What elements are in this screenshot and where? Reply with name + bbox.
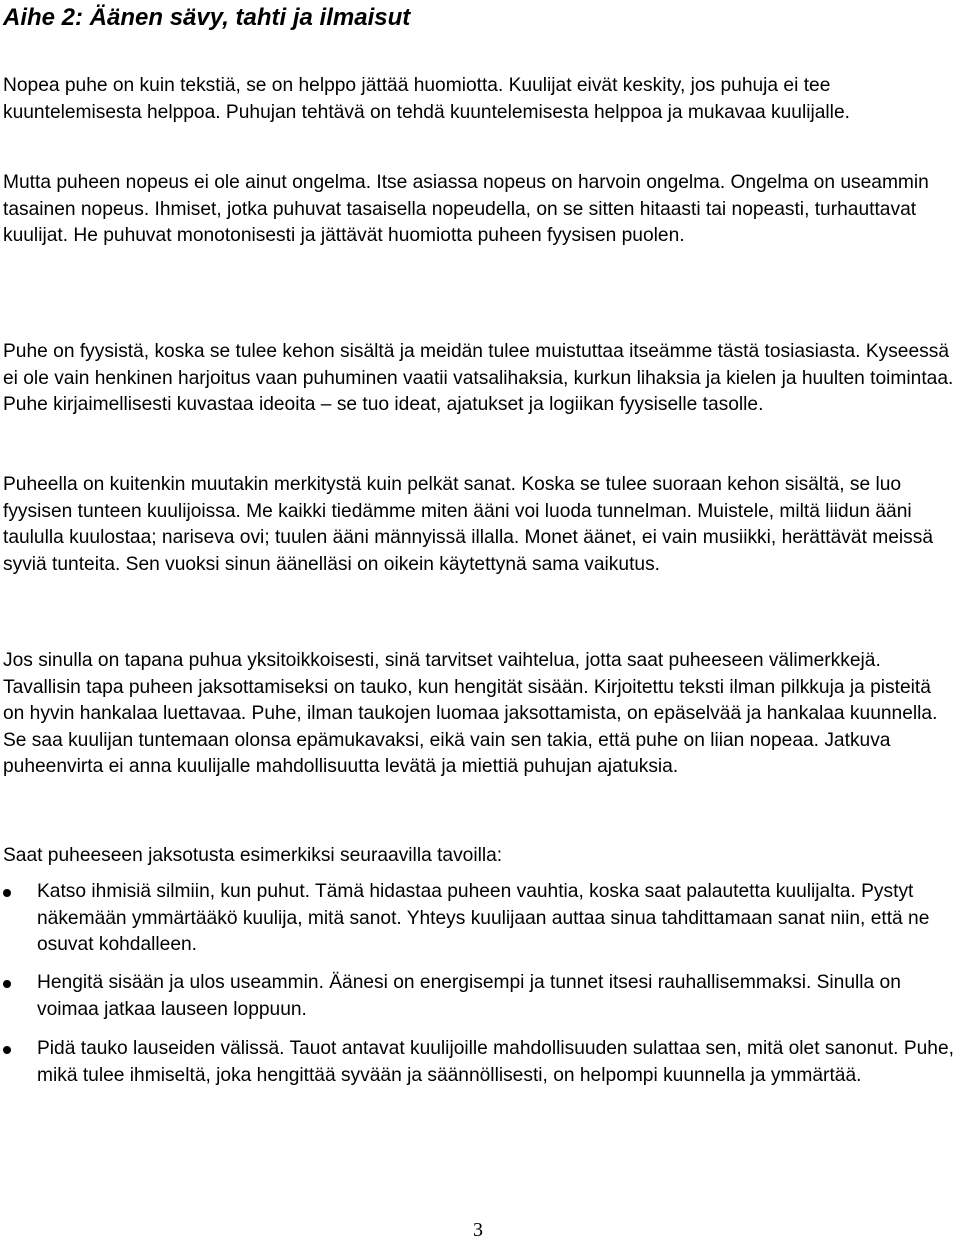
bullet-dot-icon bbox=[3, 889, 11, 897]
bullet-dot-icon bbox=[3, 980, 11, 988]
page-title: Aihe 2: Äänen sävy, tahti ja ilmaisut bbox=[3, 4, 411, 31]
bullet-dot-icon bbox=[3, 1046, 11, 1054]
paragraph-1: Nopea puhe on kuin tekstiä, se on helppo jättää huomiotta. Kuulijat eivät keskity, jos puhuja ei tee kuuntelemisesta helppoa. Puhujan tehtävä on tehdä kuuntelemisesta helppoa ja mukavaa kuulijalle. bbox=[3, 75, 850, 123]
paragraph-3: Puhe on fyysistä, koska se tulee kehon sisältä ja meidän tulee muistuttaa itseämme tästä tosiasiasta. Kyseessä ei ole vain henkinen harjoitus vaan puhuminen vaatii vatsalihaksia, kurkun lihaksia ja kielen ja huulten toimintaa. Puhe kirjaimellisesti kuvastaa ideoita – se tuo ideat, ajatukset ja logiikan fyysiselle tasolle. bbox=[3, 341, 954, 415]
paragraph-4: Puheella on kuitenkin muutakin merkitystä kuin pelkät sanat. Koska se tulee suoraan kehon sisältä, se luo fyysisen tunteen kuulijoissa. Me kaikki tiedämme miten ääni voi luoda tunnelman. Muistele, miltä liidun ääni taululla kuulostaa; nariseva ovi; tuulen ääni männyissä illalla. Monet äänet, ei vain musiikki, herättävät meissä syviä tunteita. Sen vuoksi sinun äänelläsi on oikein käytettynä sama vaikutus. bbox=[3, 474, 934, 575]
paragraph-6: Saat puheeseen jaksotusta esimerkiksi seuraavilla tavoilla: bbox=[3, 845, 503, 866]
list-item-text: Pidä tauko lauseiden välissä. Tauot antavat kuulijoille mahdollisuuden sulattaa sen, mitä olet sanonut. Puhe, mikä tulee ihmiseltä, joka hengittää syvään ja säännöllisesti, on helpompi kuunnella ja ymmärtää. bbox=[37, 1038, 954, 1086]
paragraph-2: Mutta puheen nopeus ei ole ainut ongelma. Itse asiassa nopeus on harvoin ongelma. Ongelma on useammin tasainen nopeus. Ihmiset, jotka puhuvat tasaisella nopeudella, on se sitten hitaasti tai nopeasti, turhauttavat kuulijat. He puhuvat monotonisesti ja jättävät huomiotta puheen fyysisen puolen. bbox=[3, 172, 929, 246]
page-number: 3 bbox=[473, 1219, 483, 1241]
list-item-text: Katso ihmisiä silmiin, kun puhut. Tämä hidastaa puheen vauhtia, koska saat palautetta kuulijalta. Pystyt näkemään ymmärtääkö kuulija, mitä sanot. Yhteys kuulijaan auttaa sinua tahdittamaan sanat niin, että ne osuvat kohdalleen. bbox=[37, 881, 930, 955]
paragraph-5: Jos sinulla on tapana puhua yksitoikkoisesti, sinä tarvitset vaihtelua, jotta saat puheeseen välimerkkejä. Tavallisin tapa puheen jaksottamiseksi on tauko, kun hengität sisään. Kirjoitettu teksti ilman pilkkuja ja pisteitä on hyvin hankalaa luettavaa. Puhe, ilman taukojen luomaa jaksottamista, on epäselvää ja hankalaa kuunnella. Se saa kuulijan tuntemaan olonsa epämukavaksi, eikä vain sen takia, että puhe on liian nopeaa. Jatkuva puheenvirta ei anna kuulijalle mahdollisuutta levätä ja miettiä puhujan ajatuksia. bbox=[3, 650, 938, 777]
list-item-text: Hengitä sisään ja ulos useammin. Äänesi on energisempi ja tunnet itsesi rauhallisemmaksi. Sinulla on voimaa jatkaa lauseen loppuun. bbox=[37, 972, 901, 1020]
